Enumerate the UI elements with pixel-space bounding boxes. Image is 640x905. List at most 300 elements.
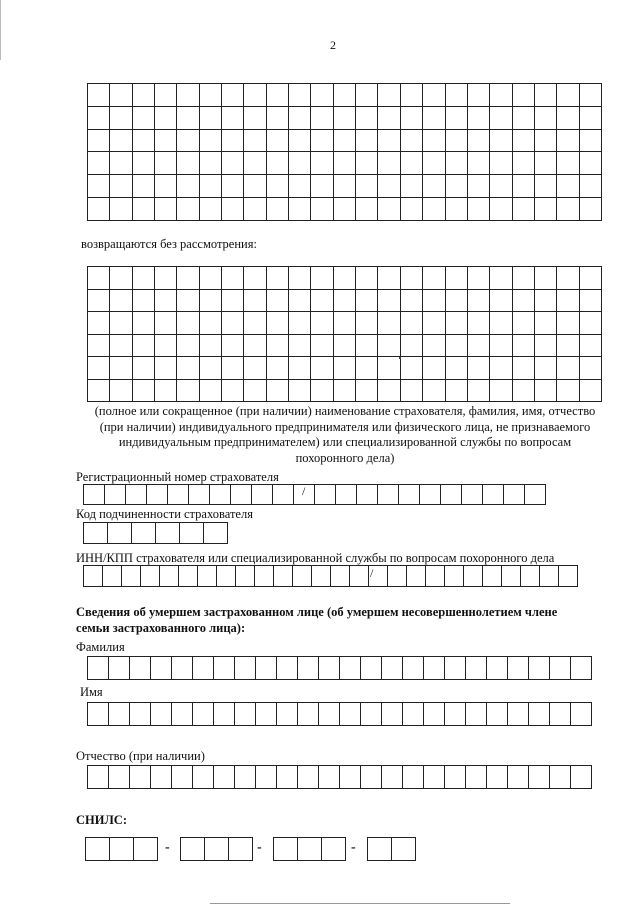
- grid-cell[interactable]: [400, 379, 422, 402]
- grid-cell[interactable]: [534, 267, 556, 290]
- grid-cell[interactable]: [356, 379, 378, 402]
- grid-cell[interactable]: [289, 198, 311, 221]
- grid-cell[interactable]: [222, 312, 244, 335]
- grid-cell[interactable]: [423, 267, 445, 290]
- grid-cell[interactable]: [378, 267, 400, 290]
- grid-cell[interactable]: [222, 84, 244, 107]
- grid-cell[interactable]: [445, 267, 467, 290]
- entry-cell[interactable]: [339, 656, 361, 680]
- grid-cell[interactable]: [400, 267, 422, 290]
- grid-cell[interactable]: [490, 129, 512, 152]
- grid-cell[interactable]: [445, 334, 467, 357]
- grid-cell[interactable]: [222, 152, 244, 175]
- grid-cell[interactable]: [534, 289, 556, 312]
- entry-cell[interactable]: [192, 702, 214, 726]
- grid-cell[interactable]: [333, 106, 355, 129]
- entry-cell[interactable]: [213, 702, 235, 726]
- grid-cell[interactable]: [467, 152, 489, 175]
- grid-cell[interactable]: [88, 129, 110, 152]
- grid-cell[interactable]: [400, 334, 422, 357]
- grid-cell[interactable]: [155, 84, 177, 107]
- entry-cell[interactable]: [251, 484, 273, 505]
- grid-cell[interactable]: [534, 379, 556, 402]
- grid-cell[interactable]: [155, 175, 177, 198]
- grid-cell[interactable]: [88, 84, 110, 107]
- grid-cell[interactable]: [423, 84, 445, 107]
- grid-cell[interactable]: [557, 106, 579, 129]
- entry-cell[interactable]: [273, 565, 293, 587]
- entry-cell[interactable]: [150, 656, 172, 680]
- entry-cell[interactable]: [102, 565, 122, 587]
- grid-cell[interactable]: [512, 357, 534, 380]
- entry-cell[interactable]: [503, 484, 525, 505]
- entry-cell[interactable]: [339, 765, 361, 789]
- grid-cell[interactable]: [512, 267, 534, 290]
- entry-cell[interactable]: [273, 837, 298, 861]
- grid-cell[interactable]: [289, 84, 311, 107]
- grid-cell[interactable]: [423, 312, 445, 335]
- grid-cell[interactable]: [155, 312, 177, 335]
- grid-cell[interactable]: [512, 312, 534, 335]
- patronymic-field[interactable]: [87, 765, 592, 789]
- grid-cell[interactable]: [311, 84, 333, 107]
- entry-cell[interactable]: [528, 765, 550, 789]
- reg-number-field[interactable]: [83, 484, 546, 505]
- grid-cell[interactable]: [557, 357, 579, 380]
- grid-cell[interactable]: [445, 84, 467, 107]
- grid-cell[interactable]: [579, 379, 601, 402]
- grid-cell[interactable]: [311, 152, 333, 175]
- grid-cell[interactable]: [333, 379, 355, 402]
- grid-cell[interactable]: [445, 106, 467, 129]
- entry-cell[interactable]: [356, 484, 378, 505]
- entry-cell[interactable]: [204, 837, 229, 861]
- grid-cell[interactable]: [199, 198, 221, 221]
- grid-cell[interactable]: [333, 84, 355, 107]
- grid-cell[interactable]: [333, 289, 355, 312]
- grid-cell[interactable]: [110, 106, 132, 129]
- grid-cell[interactable]: [333, 267, 355, 290]
- entry-cell[interactable]: [330, 565, 350, 587]
- grid-cell[interactable]: [132, 175, 154, 198]
- entry-cell[interactable]: [486, 765, 508, 789]
- entry-cell[interactable]: [391, 837, 416, 861]
- entry-cell[interactable]: [381, 702, 403, 726]
- grid-cell[interactable]: [132, 289, 154, 312]
- entry-cell[interactable]: [159, 565, 179, 587]
- grid-cell[interactable]: [445, 129, 467, 152]
- entry-cell[interactable]: [507, 765, 529, 789]
- grid-cell[interactable]: [467, 106, 489, 129]
- grid-cell[interactable]: [222, 198, 244, 221]
- grid-cell[interactable]: [110, 334, 132, 357]
- entry-cell[interactable]: [465, 765, 487, 789]
- grid-cell[interactable]: [423, 289, 445, 312]
- entry-cell[interactable]: [125, 484, 147, 505]
- grid-cell[interactable]: [244, 106, 266, 129]
- grid-cell[interactable]: [490, 175, 512, 198]
- grid-cell[interactable]: [557, 84, 579, 107]
- grid-cell[interactable]: [199, 106, 221, 129]
- entry-cell[interactable]: [463, 565, 483, 587]
- entry-cell[interactable]: [155, 522, 180, 544]
- grid-cell[interactable]: [400, 357, 422, 380]
- entry-cell[interactable]: [129, 702, 151, 726]
- entry-cell[interactable]: [539, 565, 559, 587]
- grid-cell[interactable]: [110, 312, 132, 335]
- grid-cell[interactable]: [490, 106, 512, 129]
- grid-cell[interactable]: [199, 312, 221, 335]
- grid-cell[interactable]: [445, 379, 467, 402]
- entry-cell[interactable]: [234, 702, 256, 726]
- grid-cell[interactable]: [579, 334, 601, 357]
- grid-cell[interactable]: [244, 152, 266, 175]
- grid-cell[interactable]: [467, 267, 489, 290]
- grid-cell[interactable]: [512, 175, 534, 198]
- entry-cell[interactable]: [83, 522, 108, 544]
- grid-cell[interactable]: [266, 289, 288, 312]
- grid-cell[interactable]: [356, 84, 378, 107]
- grid-cell[interactable]: [199, 334, 221, 357]
- grid-cell[interactable]: [579, 106, 601, 129]
- entry-cell[interactable]: [335, 484, 357, 505]
- grid-cell[interactable]: [177, 289, 199, 312]
- grid-cell[interactable]: [266, 312, 288, 335]
- grid-cell[interactable]: [579, 289, 601, 312]
- grid-cell[interactable]: [467, 84, 489, 107]
- entry-cell[interactable]: [104, 484, 126, 505]
- grid-cell[interactable]: [177, 175, 199, 198]
- grid-cell[interactable]: [423, 379, 445, 402]
- entry-cell[interactable]: [297, 656, 319, 680]
- entry-cell[interactable]: [171, 765, 193, 789]
- entry-cell[interactable]: [425, 565, 445, 587]
- grid-cell[interactable]: [289, 267, 311, 290]
- grid-cell[interactable]: [311, 334, 333, 357]
- entry-cell[interactable]: [292, 565, 312, 587]
- grid-cell[interactable]: [423, 106, 445, 129]
- grid-cell[interactable]: [244, 175, 266, 198]
- grid-cell[interactable]: [244, 198, 266, 221]
- entry-cell[interactable]: [465, 656, 487, 680]
- grid-cell[interactable]: [400, 152, 422, 175]
- grid-cell[interactable]: [378, 152, 400, 175]
- grid-cell[interactable]: [467, 289, 489, 312]
- entry-cell[interactable]: [108, 702, 130, 726]
- grid-cell[interactable]: [289, 175, 311, 198]
- grid-cell[interactable]: [199, 152, 221, 175]
- entry-cell[interactable]: [171, 702, 193, 726]
- grid-cell[interactable]: [155, 267, 177, 290]
- grid-cell[interactable]: [311, 357, 333, 380]
- grid-cell[interactable]: [110, 267, 132, 290]
- entry-cell[interactable]: [528, 656, 550, 680]
- grid-cell[interactable]: [177, 84, 199, 107]
- entry-cell[interactable]: [318, 702, 340, 726]
- grid-cell[interactable]: [266, 106, 288, 129]
- grid-cell[interactable]: [467, 175, 489, 198]
- entry-cell[interactable]: [109, 837, 134, 861]
- grid-cell[interactable]: [266, 84, 288, 107]
- grid-cell[interactable]: [333, 198, 355, 221]
- grid-cell[interactable]: [155, 129, 177, 152]
- grid-cell[interactable]: [177, 334, 199, 357]
- grid-cell[interactable]: [356, 267, 378, 290]
- entry-cell[interactable]: [570, 702, 592, 726]
- grid-cell[interactable]: [88, 267, 110, 290]
- entry-cell[interactable]: [482, 484, 504, 505]
- grid-cell[interactable]: [311, 106, 333, 129]
- entry-cell[interactable]: [349, 565, 369, 587]
- entry-cell[interactable]: [121, 565, 141, 587]
- grid-cell[interactable]: [490, 152, 512, 175]
- entry-cell[interactable]: [140, 565, 160, 587]
- grid-cell[interactable]: [266, 175, 288, 198]
- entry-cell[interactable]: [83, 565, 103, 587]
- grid-cell[interactable]: [467, 334, 489, 357]
- grid-cell[interactable]: [557, 129, 579, 152]
- entry-cell[interactable]: [423, 656, 445, 680]
- grid-cell[interactable]: [356, 357, 378, 380]
- grid-cell[interactable]: [266, 334, 288, 357]
- grid-cell[interactable]: [557, 379, 579, 402]
- grid-cell[interactable]: [289, 152, 311, 175]
- grid-cell[interactable]: [579, 357, 601, 380]
- entry-cell[interactable]: [297, 837, 322, 861]
- grid-cell[interactable]: [579, 175, 601, 198]
- grid-cell[interactable]: [244, 267, 266, 290]
- grid-cell[interactable]: [199, 357, 221, 380]
- entry-cell[interactable]: [255, 702, 277, 726]
- entry-cell[interactable]: [146, 484, 168, 505]
- grid-cell[interactable]: [199, 84, 221, 107]
- grid-cell[interactable]: [311, 198, 333, 221]
- grid-cell[interactable]: [88, 357, 110, 380]
- entry-cell[interactable]: [402, 702, 424, 726]
- grid-cell[interactable]: [490, 267, 512, 290]
- grid-cell[interactable]: [266, 357, 288, 380]
- entry-cell[interactable]: [528, 702, 550, 726]
- grid-cell[interactable]: [222, 334, 244, 357]
- entry-cell[interactable]: [387, 565, 407, 587]
- entry-cell[interactable]: [254, 565, 274, 587]
- policyholder-name-grid[interactable]: [87, 266, 602, 402]
- grid-cell[interactable]: [177, 152, 199, 175]
- grid-cell[interactable]: [132, 84, 154, 107]
- entry-cell[interactable]: [381, 765, 403, 789]
- entry-cell[interactable]: [444, 565, 464, 587]
- grid-cell[interactable]: [579, 198, 601, 221]
- grid-cell[interactable]: [88, 312, 110, 335]
- grid-cell[interactable]: [423, 152, 445, 175]
- entry-cell[interactable]: [228, 837, 253, 861]
- entry-cell[interactable]: [486, 656, 508, 680]
- grid-cell[interactable]: [378, 357, 400, 380]
- entry-cell[interactable]: [549, 656, 571, 680]
- entry-cell[interactable]: [192, 765, 214, 789]
- grid-cell[interactable]: [266, 267, 288, 290]
- grid-cell[interactable]: [289, 334, 311, 357]
- grid-cell[interactable]: [557, 267, 579, 290]
- grid-cell[interactable]: [378, 334, 400, 357]
- grid-cell[interactable]: [467, 312, 489, 335]
- entry-cell[interactable]: [311, 565, 331, 587]
- entry-cell[interactable]: [87, 702, 109, 726]
- grid-cell[interactable]: [266, 152, 288, 175]
- grid-cell[interactable]: [155, 379, 177, 402]
- entry-cell[interactable]: [255, 656, 277, 680]
- entry-cell[interactable]: [234, 765, 256, 789]
- entry-cell[interactable]: [171, 656, 193, 680]
- grid-cell[interactable]: [534, 152, 556, 175]
- grid-cell[interactable]: [490, 379, 512, 402]
- grid-cell[interactable]: [378, 84, 400, 107]
- grid-cell[interactable]: [534, 106, 556, 129]
- entry-cell[interactable]: [178, 565, 198, 587]
- grid-cell[interactable]: [512, 129, 534, 152]
- grid-cell[interactable]: [445, 289, 467, 312]
- grid-cell[interactable]: [132, 129, 154, 152]
- grid-cell[interactable]: [557, 289, 579, 312]
- entry-cell[interactable]: [423, 765, 445, 789]
- grid-cell[interactable]: [557, 152, 579, 175]
- grid-cell[interactable]: [155, 152, 177, 175]
- entry-cell[interactable]: [83, 484, 105, 505]
- grid-cell[interactable]: [378, 379, 400, 402]
- entry-cell[interactable]: [381, 656, 403, 680]
- entry-cell[interactable]: [524, 484, 546, 505]
- grid-cell[interactable]: [333, 175, 355, 198]
- grid-cell[interactable]: [132, 198, 154, 221]
- grid-cell[interactable]: [311, 267, 333, 290]
- grid-cell[interactable]: [311, 289, 333, 312]
- grid-cell[interactable]: [579, 84, 601, 107]
- snils-group-4[interactable]: [367, 837, 416, 861]
- entry-cell[interactable]: [133, 837, 158, 861]
- surname-field[interactable]: [87, 656, 592, 680]
- grid-cell[interactable]: [155, 334, 177, 357]
- entry-cell[interactable]: [179, 522, 204, 544]
- entry-cell[interactable]: [188, 484, 210, 505]
- grid-cell[interactable]: [490, 357, 512, 380]
- grid-cell[interactable]: [110, 129, 132, 152]
- entry-cell[interactable]: [167, 484, 189, 505]
- entry-cell[interactable]: [255, 765, 277, 789]
- grid-cell[interactable]: [311, 129, 333, 152]
- entry-cell[interactable]: [367, 837, 392, 861]
- grid-cell[interactable]: [445, 198, 467, 221]
- entry-cell[interactable]: [444, 765, 466, 789]
- grid-cell[interactable]: [88, 152, 110, 175]
- grid-cell[interactable]: [512, 334, 534, 357]
- grid-cell[interactable]: [378, 312, 400, 335]
- grid-cell[interactable]: [534, 198, 556, 221]
- grid-cell[interactable]: [579, 152, 601, 175]
- subordination-code-field[interactable]: [83, 522, 228, 544]
- entry-cell[interactable]: [520, 565, 540, 587]
- grid-cell[interactable]: [132, 312, 154, 335]
- grid-cell[interactable]: [534, 84, 556, 107]
- grid-cell[interactable]: [333, 312, 355, 335]
- grid-cell[interactable]: [155, 106, 177, 129]
- grid-cell[interactable]: [356, 289, 378, 312]
- entry-cell[interactable]: [87, 765, 109, 789]
- entry-cell[interactable]: [230, 484, 252, 505]
- entry-cell[interactable]: [108, 656, 130, 680]
- grid-cell[interactable]: [579, 312, 601, 335]
- grid-cell[interactable]: [222, 379, 244, 402]
- entry-cell[interactable]: [377, 484, 399, 505]
- entry-cell[interactable]: [131, 522, 156, 544]
- grid-cell[interactable]: [222, 175, 244, 198]
- grid-cell[interactable]: [490, 289, 512, 312]
- grid-cell[interactable]: [423, 334, 445, 357]
- grid-cell[interactable]: [266, 198, 288, 221]
- grid-cell[interactable]: [177, 357, 199, 380]
- entry-cell[interactable]: [486, 702, 508, 726]
- grid-cell[interactable]: [490, 312, 512, 335]
- grid-cell[interactable]: [88, 334, 110, 357]
- grid-cell[interactable]: [423, 357, 445, 380]
- entry-cell[interactable]: [213, 765, 235, 789]
- entry-cell[interactable]: [150, 702, 172, 726]
- entry-cell[interactable]: [276, 765, 298, 789]
- grid-cell[interactable]: [467, 198, 489, 221]
- entry-cell[interactable]: [85, 837, 110, 861]
- grid-cell[interactable]: [177, 379, 199, 402]
- grid-cell[interactable]: [378, 129, 400, 152]
- grid-cell[interactable]: [244, 289, 266, 312]
- grid-cell[interactable]: [378, 198, 400, 221]
- entry-cell[interactable]: [209, 484, 231, 505]
- grid-cell[interactable]: [534, 129, 556, 152]
- grid-cell[interactable]: [110, 357, 132, 380]
- grid-cell[interactable]: [579, 267, 601, 290]
- entry-cell[interactable]: [129, 765, 151, 789]
- grid-cell[interactable]: [423, 129, 445, 152]
- grid-cell[interactable]: [155, 289, 177, 312]
- entry-cell[interactable]: [360, 765, 382, 789]
- grid-cell[interactable]: [557, 198, 579, 221]
- entry-cell[interactable]: [321, 837, 346, 861]
- entry-cell[interactable]: [276, 656, 298, 680]
- grid-cell[interactable]: [199, 289, 221, 312]
- entry-cell[interactable]: [507, 656, 529, 680]
- entry-cell[interactable]: [570, 765, 592, 789]
- entry-cell[interactable]: [216, 565, 236, 587]
- entry-cell[interactable]: [318, 765, 340, 789]
- grid-cell[interactable]: [423, 198, 445, 221]
- entry-cell[interactable]: [129, 656, 151, 680]
- entry-cell[interactable]: [276, 702, 298, 726]
- grid-cell[interactable]: [490, 198, 512, 221]
- grid-cell[interactable]: [222, 129, 244, 152]
- grid-cell[interactable]: [557, 175, 579, 198]
- entry-cell[interactable]: [549, 702, 571, 726]
- grid-cell[interactable]: [110, 289, 132, 312]
- grid-cell[interactable]: [423, 175, 445, 198]
- grid-cell[interactable]: [445, 357, 467, 380]
- grid-cell[interactable]: [400, 289, 422, 312]
- entry-cell[interactable]: [197, 565, 217, 587]
- entry-cell[interactable]: [318, 656, 340, 680]
- grid-cell[interactable]: [244, 357, 266, 380]
- grid-cell[interactable]: [88, 198, 110, 221]
- grid-cell[interactable]: [490, 84, 512, 107]
- grid-cell[interactable]: [490, 334, 512, 357]
- grid-cell[interactable]: [512, 84, 534, 107]
- entry-cell[interactable]: [465, 702, 487, 726]
